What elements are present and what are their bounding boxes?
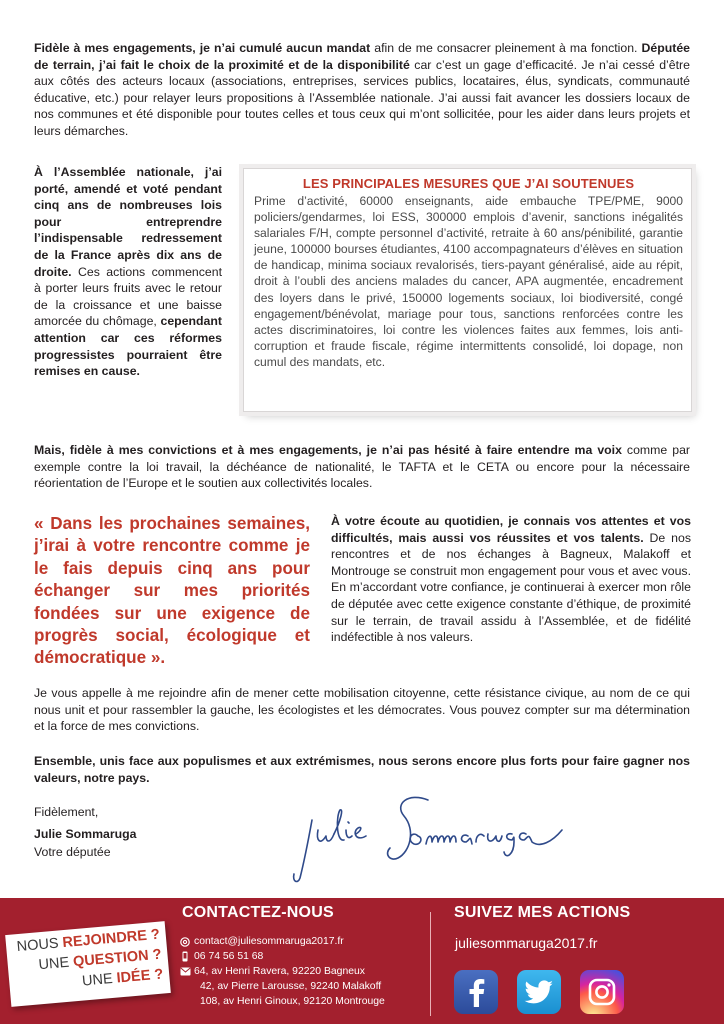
convictions-paragraph <box>34 442 690 492</box>
contact-address-3: 108, av Henri Ginoux, 92120 Montrouge <box>200 996 385 1008</box>
at-icon <box>180 937 194 947</box>
intro-text-2: car c’est un gage d’efficacité. Je n’ai cessé d’être aux côtés des acteurs locaux (associations, entreprises, services publics, locataires, élus, syndicats, communauté éducative, etc.) pour relayer leurs propositions à l’Assemblée nationale. J’ai aussi fait avancer les dossiers locaux de nos communes et été disponible pour toutes celles et tous ceux qui m’ont sollicitée, pour les aider dans leurs projets et leurs démarches. <box>34 57 690 138</box>
mesures-text: Prime d’activité, 60000 enseignants, aide embauche TPE/PME, 9000 policiers/gendarmes, loi ESS, 300000 emplois d’avenir, sanctions inégalités salariales F/H, compte personnel d’activité, retraite à 60 ans/pénibilité, garantie jeune, 100000 bourses étudiantes, 4100 accompagnateurs d’élèves en situation de handicap, minima sociaux revalorisés, tiers-payant généralisé, aide au répit, droit à l’oubli des anciens malades du cancer, APA augmentée, encadrement des loyers dans le privé, 150000 logements sociaux, loi biodiversité, congé engagement/bénévolat, mariage pour tous, sanctions renforcées contre les actes discriminatoires, loi contre les violences faites aux femmes, lois anti-corruption et fraude fiscale, régime intermittents consolidé, loi dopage, non cumul des mandats, etc. <box>254 194 683 369</box>
handwritten-signature <box>290 782 590 892</box>
signatory-name: Julie Sommaruga <box>34 827 137 841</box>
intro-bold-1: Fidèle à mes engagements, je n’ai cumulé aucun mandat <box>34 41 371 55</box>
footer-divider <box>430 912 431 1016</box>
website-link[interactable]: juliesommaruga2017.fr <box>455 935 598 951</box>
contact-list <box>180 934 385 1009</box>
convictions-text: comme par exemple contre la loi travail, la déchéance de nationalité, le TAFTA et le CETA ou encore pour la nécessaire réorientation de l’Europe et le soutien aux collectivités locales. <box>34 443 690 491</box>
stamp-line-2-a: UNE <box>37 954 74 974</box>
salutation: Fidèlement, <box>34 805 99 819</box>
convictions-bold: Mais, fidèle à mes convictions et à mes engagements, je n’ai pas hésité à faire entendre ma voix <box>34 443 622 457</box>
stamp-line-1-a: NOUS <box>16 935 64 956</box>
mesures-title: LES PRINCIPALES MESURES QUE J’AI SOUTENUES <box>302 176 635 191</box>
intro-text-1: afin de me consacrer pleinement à ma fonction. <box>370 41 642 55</box>
contact-title: CONTACTEZ-NOUS <box>182 904 334 921</box>
instagram-icon[interactable] <box>580 970 624 1014</box>
ecoute-paragraph <box>331 513 691 646</box>
contact-address-row <box>180 964 385 979</box>
contact-phone-row[interactable] <box>180 949 385 964</box>
intro-paragraph <box>34 40 690 140</box>
ensemble-paragraph: Ensemble, unis face aux populismes et aux extrémismes, nous serons encore plus forts pour faire gagner nos valeurs, notre pays. <box>34 754 690 785</box>
contact-email[interactable]: contact@juliesommaruga2017.fr <box>194 936 344 947</box>
mail-icon <box>180 967 194 976</box>
assemblee-bold-2: cependant attention car ces réformes progressistes pourraient être remises en cause. <box>34 314 222 379</box>
contact-email-row[interactable] <box>180 934 385 949</box>
twitter-icon[interactable] <box>517 970 561 1014</box>
assemblee-bold-1: À l’Assemblée nationale, j’ai porté, amendé et voté pendant cinq ans de nombreuses lois pour entreprendre l’indispensable redressement de la France après dix ans de droite. <box>34 165 222 279</box>
ecoute-text: De nos rencontres et de nos échanges à Bagneux, Malakoff et Montrouge se construit mon engagement pour vous et avec vous. En m’accordant votre confiance, je continuerai à exercer mon rôle de députée avec cette exigence constante d’éthique, de proximité sur le terrain, de travail assidu à l’Assemblée, et de fidélité indéfectible à nos valeurs. <box>331 530 691 645</box>
contact-stamp <box>5 921 171 1007</box>
follow-title: SUIVEZ MES ACTIONS <box>454 904 631 921</box>
signatory-role: Votre députée <box>34 845 111 859</box>
contact-address-1: 64, av Henri Ravera, 92220 Bagneux <box>194 966 365 978</box>
appel-paragraph: Je vous appelle à me rejoindre afin de mener cette mobilisation citoyenne, cette résistance civique, au nom de ce qui nous unit et pour rassembler la gauche, les écologistes et les démocrates. Vous pouvez compter sur ma détermination et la force de mes convictions. <box>34 686 690 734</box>
facebook-icon[interactable] <box>454 970 498 1014</box>
stamp-line-3-a: UNE <box>81 970 118 990</box>
assemblee-paragraph <box>34 164 222 380</box>
assemblee-text-1: Ces actions commencent à porter leurs fruits avec le retour de la croissance et une baisse amorcée du chômage, <box>34 264 222 329</box>
stamp-line-1-b: REJOINDRE ? <box>61 926 161 952</box>
ecoute-bold: À votre écoute au quotidien, je connais vos attentes et vos difficultés, mais aussi vos réussites et vos talents. <box>331 514 691 545</box>
pull-quote: « Dans les prochaines semaines, j’irai à votre rencontre comme je le fais depuis cinq ans pour échanger sur mes priorités fondées sur une exigence de progrès social, écologique et démocratique ». <box>34 514 310 668</box>
stamp-line-3-b: IDÉE ? <box>115 966 164 987</box>
contact-address-2: 42, av Pierre Larousse, 92240 Malakoff <box>200 981 382 993</box>
intro-bold-2: Députée de terrain, j’ai fait le choix de la proximité et de la disponibilité <box>34 41 691 72</box>
mesures-box <box>243 168 692 412</box>
closing-block <box>34 803 214 861</box>
social-links <box>454 970 624 1014</box>
contact-phone[interactable]: 06 74 56 51 68 <box>194 951 264 963</box>
phone-icon <box>180 951 194 962</box>
stamp-line-2-b: QUESTION ? <box>72 946 163 971</box>
